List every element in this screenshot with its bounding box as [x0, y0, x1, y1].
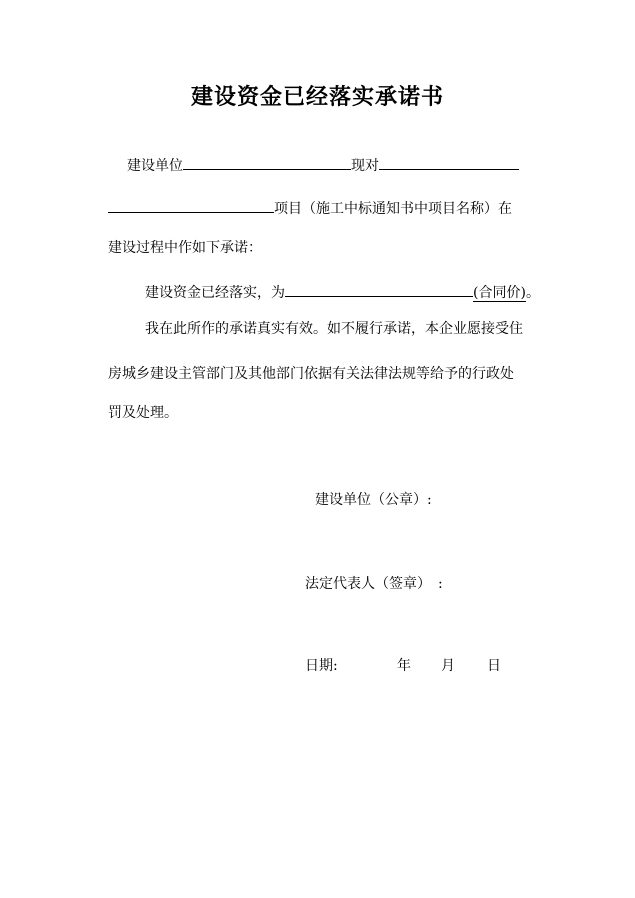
- contract-price-blank: [285, 282, 473, 297]
- project-name-blank: [108, 198, 274, 213]
- project-intro-blank: [379, 155, 519, 170]
- date-label: 日期:: [305, 658, 338, 674]
- commitment-paragraph-line-2: 房城乡建设主管部门及其他部门依据有关法律法规等给予的行政处: [108, 366, 514, 382]
- commitment-paragraph-line-1: 我在此所作的承诺真实有效。如不履行承诺，本企业愿接受住: [145, 321, 523, 337]
- funds-ready-period: 。: [525, 285, 540, 301]
- month-label: 月: [441, 658, 455, 674]
- project-name-line: [108, 198, 512, 219]
- day-label: 日: [487, 658, 501, 674]
- unit-seal-label: 建设单位（公章）:: [315, 492, 432, 508]
- construction-unit-blank: [183, 155, 351, 170]
- funds-ready-line: [145, 282, 540, 303]
- construction-unit-label: 建设单位: [127, 158, 183, 174]
- legal-representative-label: 法定代表人（签章） :: [305, 576, 443, 592]
- funds-ready-label: 建设资金已经落实，为: [145, 285, 285, 301]
- commitment-intro-line: 建设过程中作如下承诺：: [108, 240, 262, 256]
- document-title: 建设资金已经落实承诺书: [190, 84, 444, 110]
- project-name-label: 项目（施工中标通知书中项目名称）在: [274, 201, 512, 217]
- year-label: 年: [397, 658, 411, 674]
- construction-unit-line: [127, 155, 519, 176]
- commitment-paragraph-line-3: 罚及处理。: [108, 405, 178, 421]
- contract-price-label: (合同价): [473, 285, 526, 301]
- now-label: 现对: [351, 158, 379, 174]
